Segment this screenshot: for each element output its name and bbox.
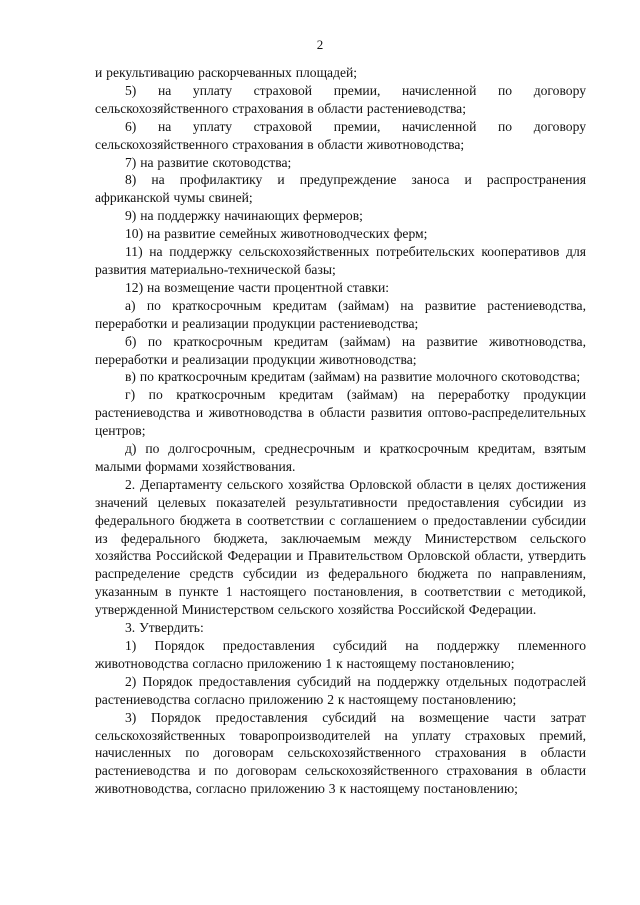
paragraph: 9) на поддержку начинающих фермеров; xyxy=(125,208,363,224)
paragraph: в) по краткосрочным кредитам (займам) на развитие молочного скотоводства; xyxy=(125,369,581,385)
paragraph: 11) на поддержку сельскохозяйственных потребительских кооперативов для развития материально-технической базы; xyxy=(95,244,586,277)
paragraph: а) по краткосрочным кредитам (займам) на развитие растениеводства, переработки и реализации продукции растениеводства; xyxy=(95,297,586,331)
paragraph: 7) на развитие скотоводства; xyxy=(125,154,292,170)
paragraph: д) по долгосрочным, среднесрочным и краткосрочным кредитам, взятым малыми формами хозяйствования. xyxy=(95,441,586,474)
paragraph: и рекультивацию раскорчеванных площадей; xyxy=(95,65,358,80)
paragraph: 6) на уплату страховой премии, начисленной по договору сельскохозяйственного страхования в области животноводства; xyxy=(95,118,586,152)
paragraph: б) по краткосрочным кредитам (займам) на развитие животноводства, переработки и реализации продукции животноводства; xyxy=(95,333,586,367)
paragraph: 3) Порядок предоставления субсидий на возмещение части затрат сельскохозяйственных товаропроизводителей на уплату страховых премий, начисленных по договорам сельскохозяйственного страхования в области растениеводства и по договорам сельскохозяйственного страхования в области животноводства, согласно приложению 3 к настоящему постановлению; xyxy=(95,709,586,797)
paragraph: 5) на уплату страховой премии, начисленной по договору сельскохозяйственного страхования в области растениеводства; xyxy=(95,82,586,116)
paragraph: 8) на профилактику и предупреждение заноса и распространения африканской чумы свиней; xyxy=(95,172,586,206)
paragraph: 3. Утвердить: xyxy=(125,620,204,636)
paragraph: 2) Порядок предоставления субсидий на поддержку отдельных подотраслей растениеводства согласно приложению 2 к настоящему постановлению; xyxy=(95,673,586,707)
paragraph: 2. Департаменту сельского хозяйства Орловской области в целях достижения значений целевых показателей результативности предоставления субсидии из федерального бюджета в соответствии с соглашением о предоставлении субсидии из федерального бюджета, заключаемым между Министерством сельского хозяйства Российской Федерации и Правительством Орловской области, утвердить распределение средств субсидии из федерального бюджета по направлениям, указанным в пункте 1 настоящего постановления, в соответствии с методикой, утвержденной Министерством сельского хозяйства Российской Федерации. xyxy=(95,476,586,618)
paragraph: 10) на развитие семейных животноводческих ферм; xyxy=(125,226,428,242)
paragraph: 1) Порядок предоставления субсидий на поддержку племенного животноводства согласно приложению 1 к настоящему постановлению; xyxy=(95,638,586,671)
page-number: 2 xyxy=(316,37,324,52)
paragraph: 12) на возмещение части процентной ставки: xyxy=(125,279,390,295)
document-body xyxy=(95,64,586,798)
paragraph: г) по краткосрочным кредитам (займам) на переработку продукции растениеводства и животноводства в области развития оптово-распределительных центров; xyxy=(95,387,586,439)
